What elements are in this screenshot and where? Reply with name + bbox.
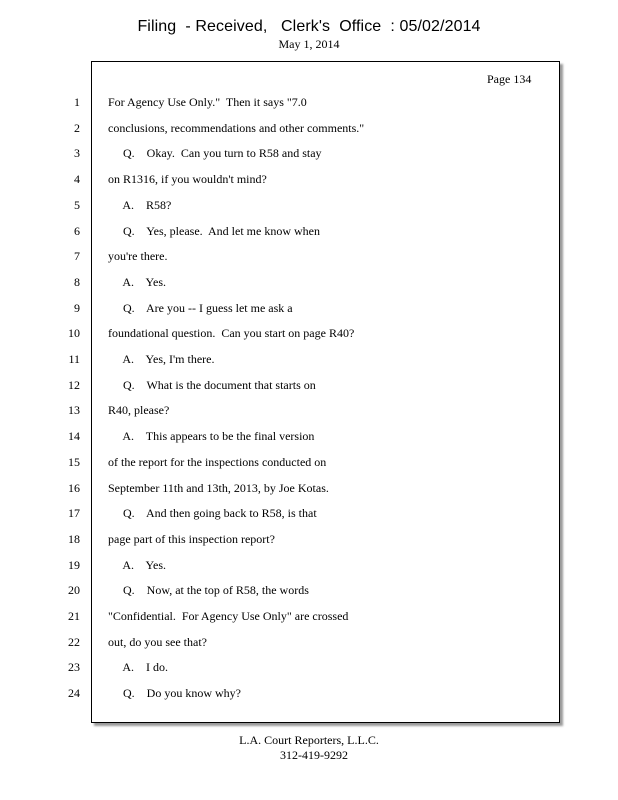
line-text: For Agency Use Only." Then it says "7.0 bbox=[108, 95, 307, 109]
reporter-phone: 312-419-9292 bbox=[280, 748, 348, 762]
line-number: 1 bbox=[74, 95, 80, 109]
transcript-line bbox=[0, 92, 618, 112]
filing-stamp: Filing - Received, Clerk's Office : 05/02/2014 bbox=[137, 18, 481, 35]
transcript-line bbox=[0, 632, 618, 652]
line-number: 24 bbox=[68, 686, 80, 701]
transcript-line bbox=[0, 555, 618, 575]
transcript-line bbox=[0, 657, 618, 677]
line-number: 4 bbox=[74, 172, 80, 187]
transcript-line bbox=[0, 298, 618, 318]
line-text: A. Yes, I'm there. bbox=[108, 352, 215, 366]
transcript-line bbox=[0, 195, 618, 215]
line-number: 8 bbox=[74, 274, 80, 289]
transcript-line bbox=[0, 272, 618, 292]
line-text: Q. Are you -- I guess let me ask a bbox=[108, 300, 293, 315]
line-text: A. Yes. bbox=[108, 557, 167, 572]
line-text: of the report for the inspections conducted on bbox=[108, 454, 327, 469]
line-number: 22 bbox=[68, 634, 80, 649]
line-number: 15 bbox=[68, 454, 80, 469]
line-text: September 11th and 13th, 2013, by Joe Kotas. bbox=[108, 480, 329, 495]
transcript-line bbox=[0, 143, 618, 163]
line-text: A. This appears to be the final version bbox=[108, 429, 315, 444]
line-text: Q. Yes, please. And let me know when bbox=[108, 223, 320, 238]
reporter-company: L.A. Court Reporters, L.L.C. bbox=[239, 733, 379, 747]
line-number: 9 bbox=[74, 300, 80, 315]
line-text: R40, please? bbox=[108, 403, 170, 418]
line-text: conclusions, recommendations and other comments." bbox=[108, 120, 365, 135]
transcript-line bbox=[0, 529, 618, 549]
transcript-line bbox=[0, 375, 618, 395]
line-number: 18 bbox=[68, 531, 80, 546]
line-number: 10 bbox=[68, 326, 80, 341]
transcript-line bbox=[0, 400, 618, 420]
line-text: "Confidential. For Agency Use Only" are crossed bbox=[108, 609, 349, 623]
line-number: 5 bbox=[74, 197, 80, 212]
line-text: A. R58? bbox=[108, 197, 172, 212]
line-number: 19 bbox=[68, 557, 80, 572]
line-text: A. I do. bbox=[108, 660, 168, 675]
line-text: Q. What is the document that starts on bbox=[108, 377, 316, 392]
line-text: Q. Okay. Can you turn to R58 and stay bbox=[108, 146, 322, 161]
transcript-line bbox=[0, 349, 618, 369]
transcript-line bbox=[0, 426, 618, 446]
line-text: foundational question. Can you start on page R40? bbox=[108, 326, 355, 341]
transcript-line bbox=[0, 323, 618, 343]
line-number: 16 bbox=[68, 480, 80, 495]
line-text: you're there. bbox=[108, 249, 168, 264]
page-number: Page 134 bbox=[487, 72, 532, 86]
line-number: 3 bbox=[74, 146, 80, 161]
line-number: 12 bbox=[68, 377, 80, 392]
transcript-line bbox=[0, 118, 618, 138]
line-number: 21 bbox=[68, 609, 80, 623]
transcript-line bbox=[0, 246, 618, 266]
transcript-line bbox=[0, 503, 618, 523]
line-text: A. Yes. bbox=[108, 274, 167, 289]
line-number: 13 bbox=[68, 403, 80, 418]
line-text: Q. And then going back to R58, is that bbox=[108, 506, 317, 521]
transcript-line bbox=[0, 683, 618, 703]
line-number: 11 bbox=[68, 352, 80, 366]
line-text: Q. Do you know why? bbox=[108, 686, 241, 701]
line-number: 23 bbox=[68, 660, 80, 675]
line-text: on R1316, if you wouldn't mind? bbox=[108, 172, 267, 187]
line-number: 20 bbox=[68, 583, 80, 598]
transcript-line bbox=[0, 221, 618, 241]
transcript-line bbox=[0, 169, 618, 189]
transcript-date: May 1, 2014 bbox=[278, 37, 340, 51]
transcript-line bbox=[0, 478, 618, 498]
transcript-line bbox=[0, 580, 618, 600]
line-text: Q. Now, at the top of R58, the words bbox=[108, 583, 309, 598]
line-number: 6 bbox=[74, 223, 80, 238]
line-number: 7 bbox=[74, 249, 80, 264]
line-number: 14 bbox=[68, 429, 80, 444]
line-number: 2 bbox=[74, 120, 80, 135]
transcript-line bbox=[0, 606, 618, 626]
line-number: 17 bbox=[68, 506, 80, 521]
transcript-line bbox=[0, 452, 618, 472]
line-text: page part of this inspection report? bbox=[108, 531, 275, 546]
line-text: out, do you see that? bbox=[108, 634, 207, 649]
